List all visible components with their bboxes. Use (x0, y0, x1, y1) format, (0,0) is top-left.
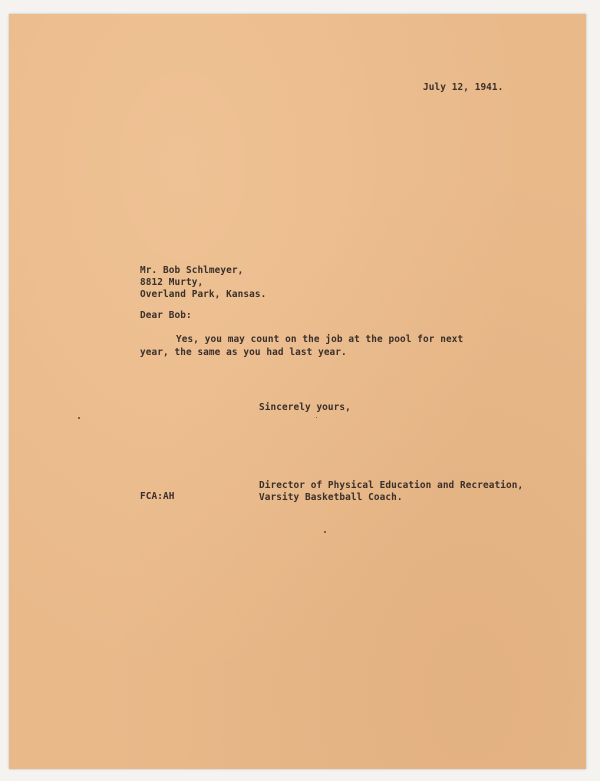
paper-speck (316, 417, 317, 418)
recipient-street: 8812 Murty, (140, 277, 204, 288)
recipient-address (140, 265, 266, 301)
body-line-1: Yes, you may count on the job at the pool for next (176, 334, 464, 345)
salutation: Dear Bob: (140, 310, 192, 321)
recipient-name: Mr. Bob Schlmeyer, (140, 265, 244, 276)
paper-speck (324, 531, 326, 533)
letter-date: July 12, 1941. (423, 82, 504, 93)
closing: Sincerely yours, (259, 402, 351, 413)
recipient-city: Overland Park, Kansas. (140, 289, 267, 300)
reference-initials: FCA:AH (140, 491, 175, 502)
body-line-2: year, the same as you had last year. (140, 347, 347, 358)
signature-title-2: Varsity Basketball Coach. (259, 492, 403, 503)
paper-speck (78, 417, 80, 419)
letter-paper (9, 14, 586, 769)
signature-title-1: Director of Physical Education and Recreation, (259, 480, 524, 491)
